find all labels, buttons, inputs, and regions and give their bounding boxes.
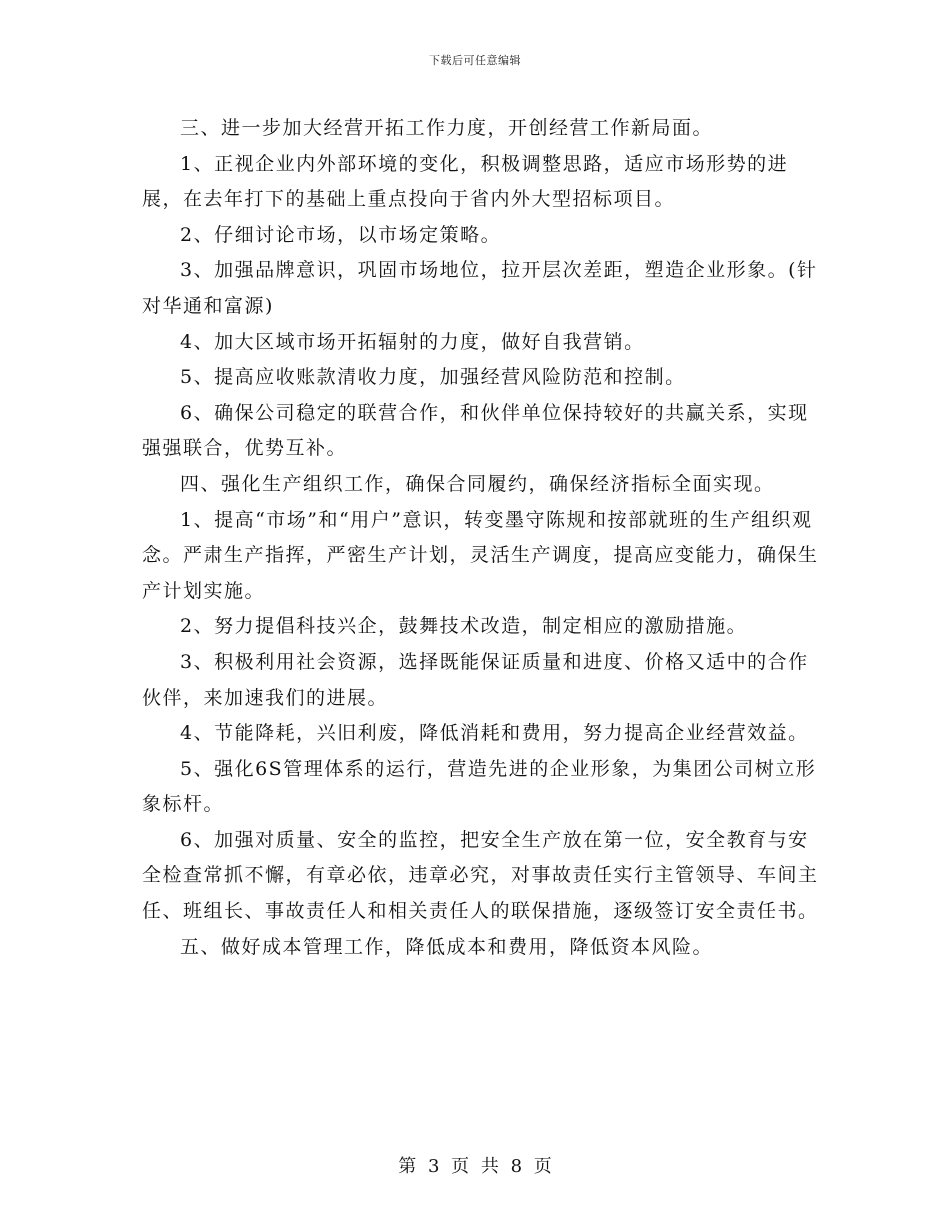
list-item: 3、积极利用社会资源，选择既能保证质量和进度、价格又适中的合作伙伴，来加速我们的进展。 — [142, 650, 809, 709]
list-item: 4、节能降耗，兴旧利废，降低消耗和费用，努力提高企业经营效益。 — [180, 722, 809, 745]
list-item: 2、努力提倡科技兴企，鼓舞技术改造，制定相应的激励措施。 — [180, 615, 748, 638]
list-item: 3、加强品牌意识，巩固市场地位，拉开层次差距，塑造企业形象。(针对华通和富源) — [142, 259, 818, 317]
document-body — [142, 111, 822, 965]
section-heading-4: 四、强化生产组织工作，确保合同履约，确保经济指标全面实现。 — [180, 472, 775, 495]
list-item: 4、加大区域市场开拓辐射的力度，做好自我营销。 — [180, 330, 645, 353]
list-item: 6、确保公司稳定的联营合作，和伙伴单位保持较好的共赢关系，实现强强联合，优势互补。 — [142, 401, 809, 460]
section-heading-5: 五、做好成本管理工作，降低成本和费用，降低资本风险。 — [180, 935, 714, 958]
page-number-footer: 第 3 页 共 8 页 — [398, 1156, 552, 1177]
list-item: 2、仔细讨论市场，以市场定策略。 — [180, 223, 502, 246]
list-item: 5、提高应收账款清收力度，加强经营风险防范和控制。 — [180, 366, 686, 389]
list-item: 1、正视企业内外部环境的变化，积极调整思路，适应市场形势的进展，在去年打下的基础上重点投向于省内外大型招标项目。 — [142, 152, 789, 211]
list-item: 5、强化6S管理体系的运行，营造先进的企业形象，为集团公司树立形象标杆。 — [142, 757, 817, 816]
section-heading-3: 三、进一步加大经营开拓工作力度，开创经营工作新局面。 — [180, 117, 714, 139]
list-item: 6、加强对质量、安全的监控，把安全生产放在第一位，安全教育与安全检查常抓不懈，有章必依，违章必究，对事故责任实行主管领导、车间主任、班组长、事故责任人和相关责任人的联保措施，逐级签订安全责任书。 — [142, 828, 819, 923]
list-item: 1、提高“市场”和“用户”意识，转变墨守陈规和按部就班的生产组织观念。严肃生产指挥，严密生产计划，灵活生产调度，提高应变能力，确保生产计划实施。 — [142, 508, 819, 602]
page-header-note: 下载后可任意编辑 — [429, 54, 521, 67]
